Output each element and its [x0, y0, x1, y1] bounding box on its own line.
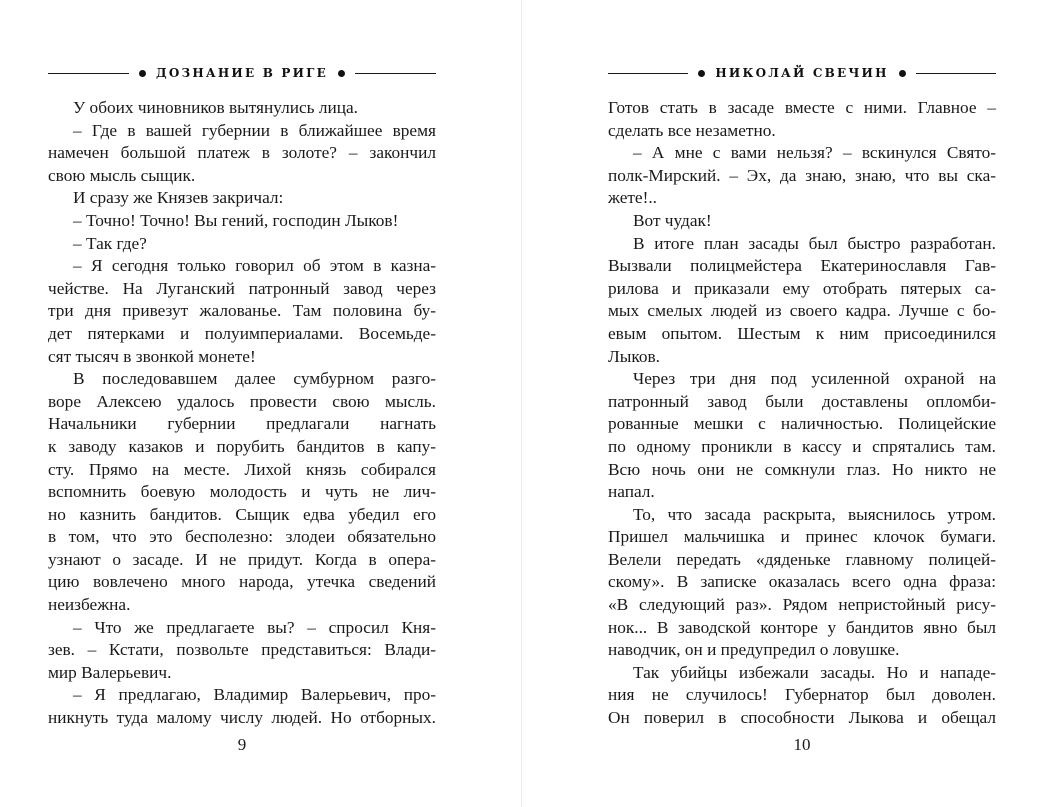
running-head	[48, 63, 436, 83]
text-line: У обоих чиновников вытянулись лица.	[73, 98, 358, 117]
text-line: «В следующий раз». Рядом непристойный рису-	[608, 595, 996, 615]
text-line: напал.	[608, 482, 655, 502]
text-line: по одному проникли в кассу и спрятались там.	[608, 436, 996, 456]
text-line: Пришел мальчишка и принес клочок бумаги.	[608, 527, 996, 547]
text-line: рованные мешки с наличностью. Полицейские	[608, 414, 996, 434]
text-line: жете!..	[608, 188, 657, 208]
text-line: неизбежна.	[48, 595, 131, 615]
running-head	[608, 63, 996, 83]
text-line: намечен большой платеж в золоте? – закончил	[48, 143, 436, 163]
page-gutter	[521, 0, 522, 807]
text-line: цию вовлечено много народа, утечка сведений	[48, 572, 436, 592]
text-line: три дня привезут жалованье. Там половина бу-	[48, 301, 436, 321]
bullet-ornament	[698, 70, 705, 77]
text-line: полк-Мирский. – Эх, да знаю, знаю, что вы ска-	[608, 165, 996, 185]
page-number: 9	[237, 735, 247, 754]
body-text	[608, 97, 996, 730]
header-rule	[916, 73, 996, 74]
text-line: но казнить бандитов. Сыщик едва убедил его	[48, 504, 436, 524]
text-line: воре Алексею удалось провести свою мысль.	[48, 391, 436, 411]
page-number: 10	[793, 735, 811, 754]
text-line: – Так где?	[73, 233, 147, 253]
text-line: наводчик, он и предупредил о ловушке.	[608, 640, 900, 660]
text-line: Всю ночь они не сомкнули глаз. Но никто не	[608, 459, 996, 479]
text-line: И сразу же Князев закричал:	[73, 188, 284, 208]
text-line: Через три дня под усиленной охраной на	[633, 369, 996, 389]
text-line: вспомнить боевую молодость и чуть не лич-	[48, 482, 436, 502]
bullet-ornament	[338, 70, 345, 77]
body-text	[48, 97, 436, 730]
text-line: Начальники губернии предлагали нагнать	[48, 414, 436, 434]
running-head-title: ДОЗНАНИЕ В РИГЕ	[156, 66, 329, 80]
text-line: патронный завод были доставлены опломби-	[608, 391, 996, 411]
text-line: – Где в вашей губернии в ближайшее время	[73, 120, 436, 140]
text-line: – Я предлагаю, Владимир Валерьевич, про-	[73, 685, 436, 705]
left-page	[48, 0, 436, 807]
text-line: Велели передать «дяденьке главному полицей-	[608, 549, 996, 569]
bullet-ornament	[139, 70, 146, 77]
header-rule	[48, 73, 129, 74]
text-line: узнают о засаде. И не придут. Когда в опера-	[48, 549, 436, 569]
right-page	[608, 0, 996, 807]
text-line: В итоге план засады был быстро разработан.	[633, 233, 996, 253]
text-line: зев. – Кстати, позвольте представиться: Влади-	[48, 640, 436, 660]
text-line: – Что же предлагаете вы? – спросил Кня-	[73, 617, 436, 637]
bullet-ornament	[899, 70, 906, 77]
text-line: сят тысяч в звонкой монете!	[48, 346, 256, 366]
running-head-title: НИКОЛАЙ СВЕЧИН	[715, 66, 889, 80]
text-line: – А мне с вами нельзя? – вскинулся Свято-	[633, 143, 996, 163]
text-line: никнуть туда малому числу людей. Но отборных.	[48, 708, 436, 728]
header-rule	[608, 73, 688, 74]
text-line: нок... В заводской конторе у бандитов явно был	[608, 617, 996, 637]
text-line: Лыков.	[608, 346, 660, 366]
text-line: Так убийцы избежали засады. Но и нападе-	[633, 662, 996, 682]
text-line: То, что засада раскрыта, выяснилось утром.	[633, 504, 996, 524]
text-line: – Точно! Точно! Вы гений, господин Лыков!	[73, 210, 399, 230]
text-line: сту. Прямо на месте. Лихой князь собирался	[48, 459, 436, 479]
text-line: свою мысль сыщик.	[48, 165, 196, 185]
text-line: евым опытом. Шестым к ним присоединился	[608, 323, 996, 343]
text-line: – Я сегодня только говорил об этом в казна-	[73, 256, 436, 276]
text-line: к заводу казаков и порубить бандитов в капу-	[48, 436, 436, 456]
text-line: чействе. На Луганский патронный завод через	[48, 278, 436, 298]
text-line: рилова и приказали ему отобрать пятерых са-	[608, 278, 996, 298]
text-line: В последовавшем далее сумбурном разго-	[73, 369, 436, 389]
text-line: сделать все незаметно.	[608, 120, 776, 140]
text-line: Вызвали полицмейстера Екатеринославля Гав-	[608, 256, 996, 276]
text-line: Он поверил в способности Лыкова и обещал	[608, 708, 996, 728]
text-line: мых смелых людей из своего кадра. Лучше с бо-	[608, 301, 996, 321]
text-line: ния не случилось! Губернатор был доволен.	[608, 685, 996, 705]
text-line: дет пятерками и полуимпериалами. Восемьде-	[48, 323, 436, 343]
text-line: скому». В записке оказалась всего одна фраза:	[608, 572, 996, 592]
text-line: мир Валерьевич.	[48, 662, 172, 682]
header-rule	[355, 73, 436, 74]
text-line: Готов стать в засаде вместе с ними. Главное –	[608, 98, 996, 117]
text-line: в том, что это бесполезно: злодеи обязательно	[48, 527, 436, 547]
text-line: Вот чудак!	[633, 210, 712, 230]
